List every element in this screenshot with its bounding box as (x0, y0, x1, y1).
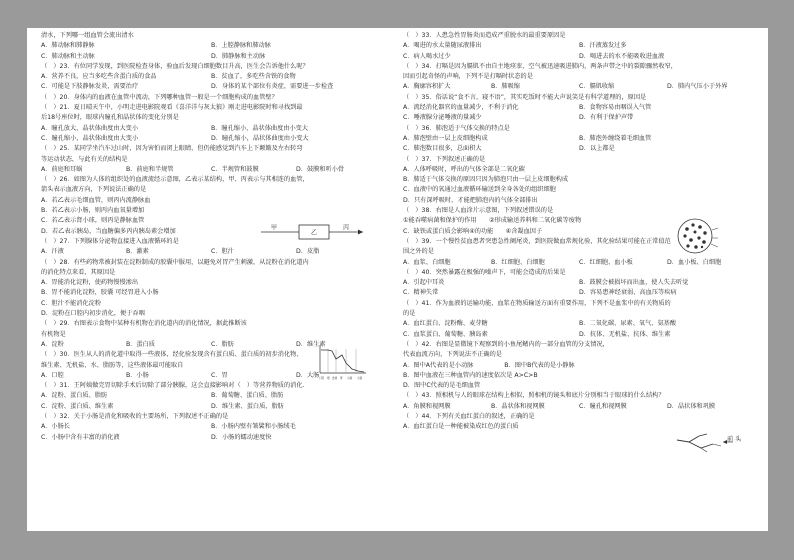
text-line (41, 72, 381, 82)
axis-label: 胃 (340, 377, 343, 380)
text-line: （ ）40．突然暴露在极强的噪声下，可能会造成的后果是 (403, 268, 566, 276)
text-line (41, 124, 381, 134)
answer-option: A．小肠长 (41, 423, 70, 431)
text-line: （ ）30．医生从人的消化道中取得一些液体，经化验发现含有蛋白质、蛋白质的初步消化物、 (41, 351, 303, 359)
text-line: （ ）23．有位同学发现，到医院检查身体，验血后发现白细胞数目升高，医生会告诉他什么呢？ (41, 62, 309, 70)
digestion-curve-chart (316, 343, 368, 383)
answer-option: D．晶状体和巩膜 (667, 402, 716, 410)
answer-option: B．鼓膜会被损坏而出血，使人失去听觉 (579, 279, 689, 287)
answer-option: B．肺吸缩 (491, 83, 520, 91)
text-line (403, 103, 755, 113)
text-line (41, 422, 381, 432)
answer-option: C．血浆蛋白、葡萄糖、胰岛素 (403, 330, 488, 338)
text-line: 箭头表示血液方向，下列说法正确的是 (41, 186, 147, 194)
text-line: 围之外的是 (403, 248, 434, 256)
answer-option: B．葡萄糖、蛋白质、脂肪 (211, 392, 284, 400)
text-line: B．若乙表示小肠，则丙内血氧量增加 (41, 207, 145, 215)
answer-option: D．瞳孔缩小，晶状体曲度由小变大 (211, 134, 309, 142)
fish-tail-vessels-diagram (673, 430, 735, 456)
answer-option: B．贫血了，多吃些含铁的食物 (211, 73, 296, 81)
answer-option: C．膈肌收缩 (579, 83, 615, 91)
text-line: （ ）38．右图是人血涂片示意图，下列叙述错误的是 (403, 207, 554, 215)
text-line: （ ）44．下列有关血红蛋白的叙述，正确的是 (403, 412, 535, 420)
answer-option: C．胆汁 (211, 248, 234, 256)
text-line (403, 144, 755, 154)
digestion-curve (321, 350, 364, 372)
answer-option: C．淀粉、蛋白质、维生素 (41, 402, 114, 410)
text-line: （ ）35．俗话说“食不言，寝不语”，其实吃饭时不能大声说笑是有科学道理的，原因是 (403, 93, 647, 101)
text-line: B．图中血液在三种血管内的速度依次是 A>C>B (403, 371, 538, 379)
text-line: （ ）28．有些药物常被封装在淀粉制成的胶囊中服用，以避免对胃产生刺激，从淀粉在消化道内 (41, 258, 309, 266)
text-line: （ ）43．照相机与人的眼球在结构上相似，照相机的镜头和底片分别相当于眼球的什么结构？ (403, 392, 665, 400)
vessel-label-a: 甲 (271, 224, 278, 232)
text-line: A．胃能消化淀粉，使药物慢慢渗出 (41, 279, 139, 287)
text-line: 后18号座位时，眼球内瞳孔和晶状体的变化分别是 (41, 114, 179, 122)
axis-label: 咽 (327, 377, 330, 380)
text-line (41, 391, 381, 401)
answer-option: B．上腔静脉和肺动脉 (211, 42, 271, 50)
answer-option: D．大肠 (296, 371, 320, 379)
text-line: （ ）34．打嗝是因为膈肌不由自主地痉挛，空气被迅速吸进肺内，两条声带之中的裂隙骤然收窄， (403, 62, 677, 70)
text-line (403, 319, 755, 329)
answer-option: A．角膜和视网膜 (403, 402, 451, 410)
text-line (41, 433, 381, 443)
fish-tail-label: 前 头 (727, 436, 742, 443)
vessel-branches (677, 434, 713, 448)
pointer-line (712, 228, 718, 230)
text-line: 清水，下列哪一组血管会流出清水 (41, 32, 134, 39)
answer-option: B．二氧化碳、尿素、氧气、氨基酸 (579, 320, 677, 328)
answer-option: C．瞳孔和视网膜 (579, 402, 627, 410)
answer-option: B．红细胞、白细胞 (491, 258, 545, 266)
text-line: C．缺铁或蛋白质会影响④的功能 ④含凝血因子 (403, 227, 543, 235)
text-line: C．胆汁不能消化淀粉 (41, 299, 102, 307)
text-line: C．若乙表示肾小球，则丙是静脉血管 (41, 217, 145, 225)
answer-option: A．淀粉、蛋白质、脂肪 (41, 392, 108, 400)
answer-option: A．前庭和耳蜗 (41, 165, 83, 173)
text-line: A．若乙表示毛细血管，则丙内流静脉血 (41, 196, 151, 204)
answer-option: D．喝进去的水不能吸收进血液 (579, 52, 665, 60)
axis-label: 口腔 (319, 377, 325, 380)
answer-option: B．瞳孔缩小，晶状体曲度由小变大 (211, 124, 309, 132)
text-line (41, 247, 381, 257)
answer-option: C．胃 (211, 371, 228, 379)
text-line (41, 134, 381, 144)
answer-option: A．肺动脉和肺静脉 (41, 42, 95, 50)
answer-option: C．可能是下肢静脉发炎，需要治疗 (41, 83, 139, 91)
exam-paper (27, 28, 768, 531)
answer-option: D．小肠的蠕动速度快 (211, 433, 272, 441)
pointer-line (711, 244, 718, 247)
flow-arrow (358, 230, 363, 235)
answer-option: A．瞳孔放大，晶状体曲度由大变小 (41, 124, 139, 132)
text-line: 因而引起奇怪的声响，下列不是打嗝时状态的是 (403, 73, 533, 81)
text-line (403, 330, 755, 340)
answer-option: A．营养不良，应当多吃些含蛋白质的食品 (41, 73, 157, 81)
text-line: 有机物是 (41, 330, 66, 338)
answer-option: B．肺泡外缠绕着毛细血管 (579, 134, 652, 142)
answer-option: C．精神失常 (403, 289, 439, 297)
text-line: ①能吞噬病菌和保护的作用 ②形成输送养料和二氧化碳等废物 (403, 217, 582, 225)
text-line: A．血红蛋白是一种能被染成红色的蛋白质 (403, 423, 519, 431)
answer-option: C．肺泡数目很多，总面积大 (403, 145, 482, 153)
text-line: （ ）41．作为血液的运输功能，血浆在物质输送方面有重要作用，下列不是血浆中的有关物质的 (403, 299, 671, 307)
vessel-flow-diagram (259, 222, 369, 242)
text-line (41, 402, 381, 412)
capillary-branches (701, 444, 721, 452)
answer-option: C．唾液腺分泌唾液的量减少 (403, 114, 482, 122)
answer-option: C．红细胞、血小板 (579, 258, 633, 266)
text-line: （ ）27．下列腺体分泌物直接进入血液循环的是 (41, 237, 179, 245)
answer-option: A．胸廓容积扩大 (403, 83, 451, 91)
answer-option: C．瞳孔缩小，晶状体曲度由大变小 (41, 134, 139, 142)
text-line: D．图中C代表的是毛细血管 (403, 382, 481, 390)
text-line: A．图中A代表的是小动脉 B．图中B代表的是小静脉 (403, 361, 575, 369)
text-line (403, 258, 755, 268)
answer-option: B．小肠内壁有皱襞和小肠绒毛 (211, 423, 296, 431)
answer-option: B．食物容易由咽误入气管 (579, 104, 652, 112)
text-line: B．胃不能消化淀粉，胶囊 可经胃进入小肠 (41, 289, 159, 297)
answer-option: D．维生素、蛋白质、脂肪 (211, 402, 284, 410)
answer-option: B．蛋白质 (126, 340, 155, 348)
answer-option: A．淀粉 (41, 340, 64, 348)
axis-label: 小肠 (347, 377, 353, 380)
answer-option: A．口腔 (41, 371, 64, 379)
text-line: （ ）33．人患急性胃肠炎而造成严重脱水的最重要原因是 (403, 32, 566, 39)
text-line: D．淀粉在口腔内初步消化，便于吞咽 (41, 310, 145, 318)
answer-option: D．鼓膜和听小骨 (296, 165, 345, 173)
text-line (403, 41, 755, 51)
text-line: 等运动状态，与此有关的结构是 (41, 155, 128, 163)
text-line (41, 82, 381, 92)
text-line: （ ）32．关于小肠是消化和吸收的主要场所，下列叙述不正确的是 (41, 412, 229, 420)
answer-option: A．血红蛋白、淀粉酶、麦芽糖 (403, 320, 488, 328)
text-line (403, 278, 755, 288)
text-line: D．只有深呼吸时，才能把肺泡内的气体全部排出 (403, 196, 538, 204)
answer-option: D．容易患神经衰弱、高血压等疾病 (579, 289, 677, 297)
text-line: （ ）39．一个慢性贫血患者突患急性阑尾炎，到医院做血常规化验，其化验结果可能在正常值范 (403, 237, 671, 245)
axis-label: 大肠 (357, 377, 363, 380)
text-line: A．人体呼吸时，呼出的气体全部是二氧化碳 (403, 165, 525, 173)
axis-label: 食道 (332, 377, 338, 380)
text-line: （ ）37．下列叙述正确的是 (403, 155, 486, 163)
answer-option: D．身体的某个部位有炎症，需要进一步检查 (211, 83, 334, 91)
answer-option: C．半规管和鼓膜 (211, 165, 259, 173)
vessel-label-b: 乙 (311, 229, 318, 237)
text-line: （ ）26．如图为人体的组织处的血液流经示意图，乙表示某结构，甲、丙表示与其相连的血管， (41, 176, 309, 184)
text-line: D．若乙表示胰岛，当血糖偏多丙内胰岛素会增加 (41, 227, 176, 235)
vessel-label-c: 丙 (343, 224, 350, 232)
answer-option: A．汗液 (41, 248, 64, 256)
text-line (403, 52, 755, 62)
answer-option: B．前庭和半规管 (126, 165, 174, 173)
text-line (403, 113, 755, 123)
text-line (41, 52, 381, 62)
answer-option: D．皮脂 (296, 248, 320, 256)
answer-option: B．汗液蒸发过多 (579, 42, 627, 50)
blood-smear-diagram (675, 216, 719, 256)
answer-option: D．维生素 (296, 340, 326, 348)
answer-option: B．小肠 (126, 371, 149, 379)
answer-option: A．肺泡壁由一层上皮细胞构成 (403, 134, 488, 142)
answer-option: D．血小板、白细胞 (667, 258, 722, 266)
answer-option: D．抗体、无机盐、抗体、维生素 (579, 330, 671, 338)
text-line: （ ）31．王阿姨做完胃切除手术后切除了部分胰腺，这会直接影响对（ ）等营养物质的消化． (41, 382, 309, 390)
answer-option: D．肺静脉和主动脉 (211, 52, 266, 60)
answer-option: C．脂肪 (211, 340, 234, 348)
text-line: 的是 (403, 310, 416, 318)
text-line: （ ）21．夏日晴天午中，小明走进电影院观看《喜洋洋与灰太狼》刚走进电影院时和寻找到最 (41, 104, 303, 112)
text-line: 的消化特点来看，其原因是 (41, 268, 116, 276)
text-line: （ ）36．肺泡适于气体交换的特点是 (403, 124, 510, 132)
text-line: 维生素、无机盐、水、脂肪等，这些液体最可能取自 (41, 361, 184, 369)
text-line (41, 165, 381, 175)
answer-option: C．小肠中含有丰富的消化液 (41, 433, 120, 441)
answer-option: D．有利于保护声带 (579, 114, 634, 122)
text-line: （ ）20．身体内的血液在血管中流动，下列哪种血管一般是一个细胞构成的血管壁？ (41, 93, 278, 101)
text-line: （ ）25．某同学坐汽车过山时，因为害怕而闭上眼睛，但仍能感觉到汽车上下颠簸及左右转弯 (41, 145, 303, 153)
answer-option: B．激素 (126, 248, 149, 256)
text-line: 代表血流方向，下列说法不正确的是 (403, 351, 502, 359)
text-line (403, 134, 755, 144)
text-line: （ ）42．右图是显微镜下观察到的小鱼尾鳍内的一部分血管的分支情况， (403, 340, 609, 348)
answer-option: A．流经消化器官的血量减少，不利于消化 (403, 104, 519, 112)
answer-option: C．肺动脉和主动脉 (41, 52, 95, 60)
answer-option: A．喝进的水太量随尿液排出 (403, 42, 482, 50)
text-line: B．肺适于气体交换的原因只因为肺泡只由一层上皮细胞构成 (403, 176, 569, 184)
answer-option: B．晶状体和视网膜 (491, 402, 545, 410)
answer-option: A．引起中耳炎 (403, 279, 445, 287)
answer-option: D．以上都是 (579, 145, 615, 153)
text-line: C．血液中的氧通过血液循环输送到全身各处的组织细胞 (403, 186, 556, 194)
text-line: （ ）29．右图表示食物中某种有机物在消化道内的消化情况，据此推断该 (41, 320, 247, 328)
answer-option: C．病人喝水过少 (403, 52, 451, 60)
text-line (403, 402, 755, 412)
text-line (403, 288, 755, 298)
text-line (403, 82, 755, 92)
answer-option: A．血浆、白细胞 (403, 258, 451, 266)
answer-option: D．肺内气压小于外界 (667, 83, 728, 91)
text-line (41, 41, 381, 51)
